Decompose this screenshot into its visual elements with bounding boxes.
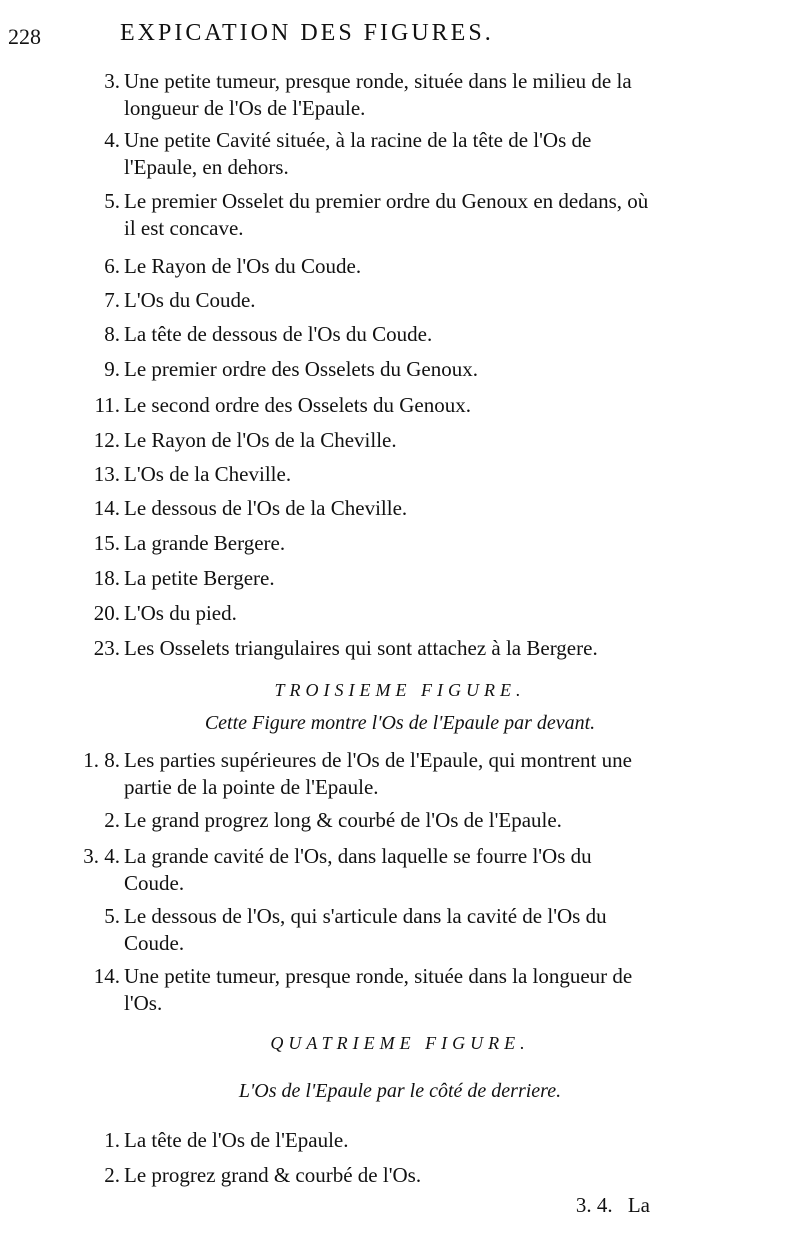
item-text: Une petite Cavité située, à la racine de la tête de l'Os de l'Epaule, en dehors. [124,128,592,179]
item-text: La tête de l'Os de l'Epaule. [124,1128,349,1152]
list-item [0,903,800,959]
item-number: 14. [93,964,120,988]
item-text: Le premier Osselet du premier ordre du Genoux en dedans, où il est concave. [124,189,649,240]
catchword [576,1193,650,1218]
item-text: Le second ordre des Osselets du Genoux. [124,393,471,417]
item-text: Le dessous de l'Os de la Cheville. [124,496,408,520]
item-number: 3. [104,69,120,93]
item-text: L'Os du Coude. [124,288,256,312]
item-text: Le progrez grand & courbé de l'Os. [124,1163,422,1187]
item-number: 2. [104,808,120,832]
item-text: Le grand progrez long & courbé de l'Os de l'Epaule. [124,808,562,832]
list-item [0,963,800,1019]
item-number: 3. 4. [83,844,120,868]
list-item [0,747,800,803]
item-text: Les Osselets triangulaires qui sont attachez à la Bergere. [124,636,598,660]
section-title: QUATRIEME FIGURE. [270,1033,530,1053]
item-number: 5. [104,189,120,213]
item-number: 5. [104,904,120,928]
item-number: 2. [104,1163,120,1187]
item-number: 15. [93,531,120,555]
page-header [0,18,800,48]
item-number: 13. [93,462,120,486]
item-text: Le Rayon de l'Os du Coude. [124,254,362,278]
catchword-number: 3. 4. [575,1193,613,1217]
section-subtitle: L'Os de l'Epaule par le côté de derriere. [238,1080,562,1102]
list-item [0,188,800,244]
running-title: EXPICATION DES FIGURES. [120,20,494,46]
item-text: La petite Bergere. [124,566,275,590]
item-text: Une petite tumeur, presque ronde, située dans la longueur de l'Os. [124,964,633,1015]
item-number: 1. [104,1128,120,1152]
item-number: 1. 8. [83,748,120,772]
item-number: 9. [104,357,120,381]
item-number: 23. [93,636,120,660]
section-subtitle: Cette Figure montre l'Os de l'Epaule par devant. [204,712,596,734]
item-text: L'Os de la Cheville. [124,462,292,486]
item-text: La tête de dessous de l'Os du Coude. [124,322,433,346]
item-number: 12. [93,428,120,452]
section-title: TROISIEME FIGURE. [274,680,526,700]
item-text: Le Rayon de l'Os de la Cheville. [124,428,397,452]
item-number: 6. [104,254,120,278]
item-number: 4. [104,128,120,152]
list-item [0,68,800,124]
item-text: Le premier ordre des Osselets du Genoux. [124,357,478,381]
item-text: Le dessous de l'Os, qui s'articule dans la cavité de l'Os du Coude. [124,904,607,955]
list-item [0,127,800,183]
item-text: L'Os du pied. [124,601,237,625]
catchword-text: La [627,1193,650,1217]
item-number: 7. [104,288,120,312]
page-number: 228 [8,24,41,49]
item-number: 11. [94,393,120,417]
item-number: 18. [93,566,120,590]
item-number: 14. [93,496,120,520]
item-number: 8. [104,322,120,346]
item-text: La grande cavité de l'Os, dans laquelle se fourre l'Os du Coude. [124,844,592,895]
item-text: La grande Bergere. [124,531,286,555]
list-item [0,843,800,899]
item-text: Une petite tumeur, presque ronde, située dans le milieu de la longueur de l'Os de l'Epaule. [124,69,632,120]
item-text: Les parties supérieures de l'Os de l'Epaule, qui montrent une partie de la pointe de l'Epaule. [124,748,632,799]
item-number: 20. [93,601,120,625]
